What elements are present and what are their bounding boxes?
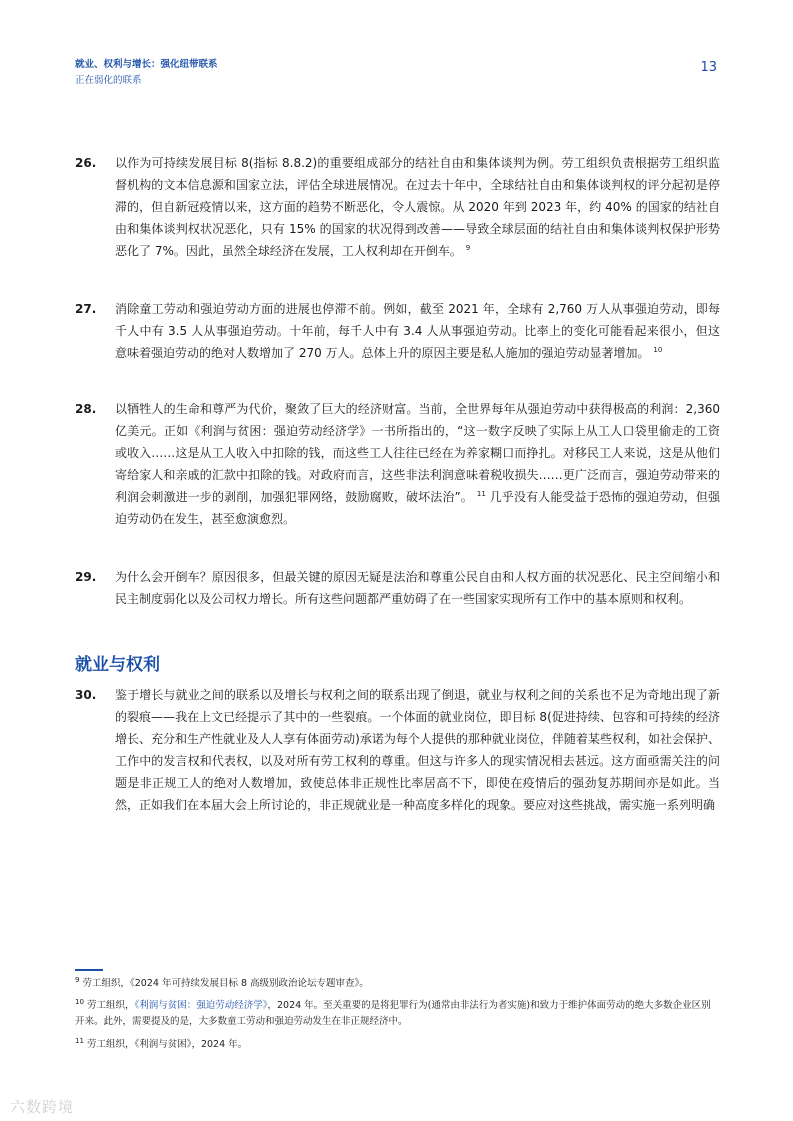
- page-number: 13: [700, 60, 717, 75]
- footnote-10: $^{10}$ 劳工组织，《利润与贫困：强迫劳动经济学》，2024 年。至关重要的是将犯罪行为(通常由非法行为者实施)和致力于维护体面劳动的绝大多数企业区别开来。此外，需要提及的是，大多数童工劳动和强迫劳动发生在非正规经济中。: [75, 997, 711, 1027]
- footnote-ref[interactable]: 10: [653, 346, 663, 354]
- footnote-ref[interactable]: 11: [476, 490, 486, 498]
- paragraph-26: [75, 152, 720, 262]
- section-heading: 就业与权利: [75, 655, 160, 675]
- footnote-11: $^{11}$ 劳工组织，《利润与贫困》，2024 年。: [75, 1036, 248, 1050]
- paragraph-29: [75, 566, 720, 610]
- paragraph-text: 为什么会开倒车？原因很多，但最关键的原因无疑是法治和尊重公民自由和人权方面的状况恶化、民主空间缩小和民主制度弱化以及公司权力增长。所有这些问题都严重妨碍了在一些国家实现所有工作中的基本原则和权利。: [115, 570, 720, 606]
- paragraph-text: 以牺牲人的生命和尊严为代价，聚敛了巨大的经济财富。当前，全世界每年从强迫劳动中获得极高的利润：2,360 亿美元。正如《利润与贫困：强迫劳动经济学》一书所指出的，“这一数字反映了实际上从工人口袋里偷走的工资或收入……这是从工人收入中扣除的钱，而这些工人往往已经在为养家糊口而挣扎。对移民工人来说，这是从他们寄给家人和亲戚的汇款中扣除的钱。对政府而言，这些非法利润意味着税收损失……更广泛而言，强迫劳动带来的利润会刺激进一步的剥削，加强犯罪网络，鼓励腐败，破坏法治”。 $^{11}$ 几乎没有人能受益于恐怖的强迫劳动，但强迫劳动仍在发生，甚至愈演愈烈。: [115, 402, 720, 526]
- footnote-ref[interactable]: 9: [465, 244, 471, 252]
- paragraph-text: 以作为可持续发展目标 8(指标 8.8.2)的重要组成部分的结社自由和集体谈判为例。劳工组织负责根据劳工组织监督机构的文本信息源和国家立法，评估全球进展情况。在过去十年中，全球结社自由和集体谈判权的评分起初是停滞的，但自新冠疫情以来，这方面的趋势不断恶化，令人震惊。从 2020 年到 2023 年，约 40% 的国家的结社自由和集体谈判权状况恶化，只有 15% 的国家的状况得到改善——导致全球层面的结社自由和集体谈判权保护形势恶化了 7%。因此，虽然全球经济在发展，工人权利却在开倒车。 $^9$: [115, 156, 720, 258]
- running-header: [75, 58, 725, 88]
- paragraph-30: [75, 684, 720, 816]
- watermark: 六数跨境: [10, 1098, 75, 1116]
- header-subtitle: 正在弱化的联系: [75, 75, 142, 86]
- paragraph-text: 鉴于增长与就业之间的联系以及增长与权利之间的联系出现了倒退，就业与权利之间的关系也不足为奇地出现了新的裂痕——我在上文已经提示了其中的一些裂痕。一个体面的就业岗位，即目标 8(促进持续、包容和可持续的经济增长、充分和生产性就业及人人享有体面劳动)承诺为每个人提供的那种就业岗位，伴随着某些权利，如社会保护、工作中的发言权和代表权，以及对所有劳工权利的尊重。但这与许多人的现实情况相去甚远。这方面亟需关注的问题是非正规工人的绝对人数增加，致使总体非正规性比率居高不下，即使在疫情后的强劲复苏期间亦是如此。当然，正如我们在本届大会上所讨论的，非正规就业是一种高度多样化的现象。要应对这些挑战，需实施一系列明确: [115, 688, 720, 812]
- footnote-divider: [75, 969, 103, 971]
- paragraph-number: 26.: [75, 156, 97, 170]
- paragraph-text: 消除童工劳动和强迫劳动方面的进展也停滞不前。例如，截至 2021 年，全球有 2,760 万人从事强迫劳动，即每千人中有 3.5 人从事强迫劳动。十年前，每千人中有 3.4 人从事强迫劳动。比率上的变化可能看起来很小，但这意味着强迫劳动的绝对人数增加了 270 万人。总体上升的原因主要是私人施加的强迫劳动显著增加。 $^{10}$: [115, 302, 720, 360]
- paragraph-number: 27.: [75, 302, 97, 316]
- paragraph-number: 28.: [75, 402, 97, 416]
- paragraph-28: [75, 398, 720, 530]
- paragraph-27: [75, 298, 720, 364]
- paragraph-number: 29.: [75, 570, 97, 584]
- footnote-9: $^9$ 劳工组织，《2024 年可持续发展目标 8 高级别政治论坛专题审查》。: [75, 975, 369, 989]
- paragraph-number: 30.: [75, 688, 97, 702]
- header-title: 就业、权利与增长：强化纽带联系: [75, 59, 218, 70]
- footnote-link[interactable]: 《利润与贫困：强迫劳动经济学》: [134, 1000, 268, 1011]
